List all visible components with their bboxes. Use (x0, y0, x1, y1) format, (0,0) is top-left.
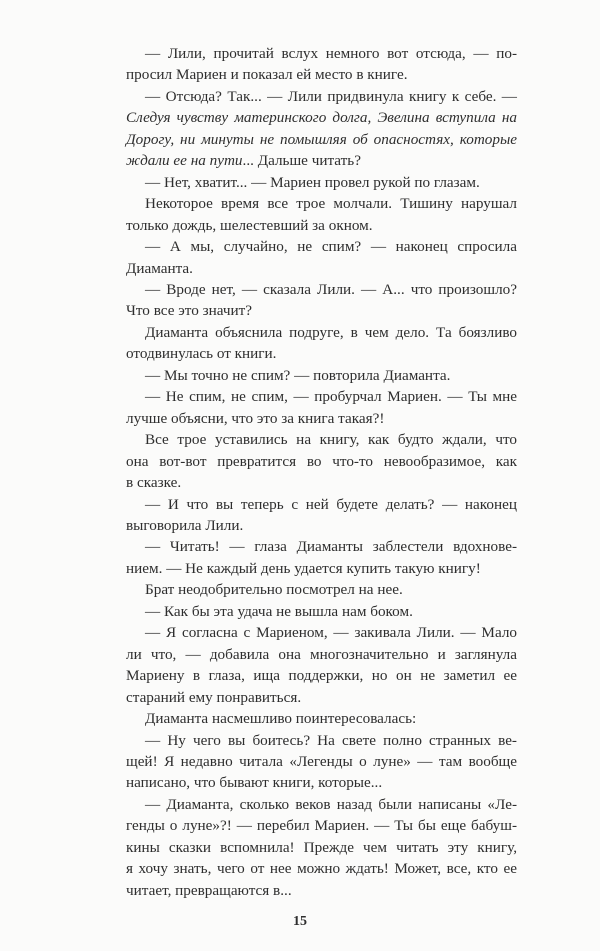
text-line: — Ну чего вы боитесь? На свете полно странных ве- (145, 731, 517, 749)
text-line: Что все это значит? (126, 302, 252, 320)
paragraph (126, 365, 517, 386)
page-number: 15 (293, 914, 307, 930)
text-line: — Как бы эта удача не вышла нам боком. (145, 602, 413, 620)
text-line: — Не спим, не спим, — пробурчал Мариен. — Ты мне (145, 388, 517, 406)
text-line (126, 150, 517, 171)
paragraph (126, 43, 517, 86)
text-line: — А мы, случайно, не спим? — наконец спросила (145, 238, 517, 256)
text-line: щей! Я недавно читала «Легенды о луне» — там вообще (126, 752, 517, 770)
text-line: написано, что бывают книги, которые... (126, 774, 383, 792)
paragraph (126, 494, 517, 537)
page-body (126, 0, 517, 951)
paragraph (126, 86, 517, 172)
paragraph (126, 579, 517, 600)
text-line: ли что, — добавила она многозначительно и заглянула (126, 645, 517, 663)
text-line: я хочу знать, чего от нее можно ждать! Может, все, кто ее (126, 860, 517, 878)
text-line: просил Мариен и показал ей место в книге. (126, 66, 408, 84)
text-line: — Отсюда? Так... — Лили придвинула книгу к себе. — (145, 87, 517, 105)
paragraph (126, 730, 517, 794)
text-segment: ... Дальше читать? (242, 152, 361, 170)
text-line: — Нет, хватит... — Мариен провел рукой по глазам. (145, 173, 480, 191)
text-line: читает, превращаются в... (126, 881, 292, 899)
paragraph (126, 322, 517, 365)
italic-quote-text: Следуя чувству материнского долга, Эвелина вступила на (126, 109, 517, 127)
paragraph (126, 429, 517, 493)
text-line: в сказке. (126, 474, 182, 492)
text-line: — Вроде нет, — сказала Лили. — А... что произошло? (145, 280, 517, 298)
text-line: — Мы точно не спим? — повторила Диаманта. (145, 366, 451, 384)
text-line: лучше объясни, что это за книга такая?! (126, 409, 385, 427)
paragraph (126, 708, 517, 729)
paragraph (126, 622, 517, 708)
text-line: стараний ему понравиться. (126, 688, 302, 706)
book-page-text (126, 43, 517, 901)
text-line: Некоторое время все трое молчали. Тишину нарушал (145, 195, 517, 213)
text-line: — Диаманта, сколько веков назад были написаны «Ле- (145, 795, 517, 813)
text-line: Мариену в глаза, ища поддержки, но он не заметил ее (126, 667, 517, 685)
text-line (126, 107, 517, 128)
paragraph (126, 279, 517, 322)
text-line: выговорила Лили. (126, 516, 244, 534)
paragraph (126, 236, 517, 279)
text-line: — И что вы теперь с ней будете делать? — наконец (145, 495, 517, 513)
text-line: отодвинулась от книги. (126, 345, 277, 363)
text-line: Диаманта объяснила подруге, в чем дело. Та боязливо (145, 323, 517, 341)
text-line: Все трое уставились на книгу, как будто ждали, что (145, 431, 517, 449)
italic-quote-text: Дорогу, ни минуты не помышляя об опасностях, которые (126, 130, 517, 148)
paragraph (126, 536, 517, 579)
text-line: — Читать! — глаза Диаманты заблестели вдохнове- (145, 538, 517, 556)
paragraph (126, 193, 517, 236)
text-line: Брат неодобрительно посмотрел на нее. (145, 581, 403, 599)
text-line: она вот-вот превратится во что-то невообразимое, как (126, 452, 517, 470)
paragraph (126, 601, 517, 622)
italic-quote-text: ждали ее на пути (126, 152, 243, 170)
paragraph (126, 794, 517, 901)
text-line: — Я согласна с Мариеном, — закивала Лили. — Мало (145, 624, 517, 642)
text-line: Диаманта. (126, 259, 193, 277)
text-line: только дождь, шелестевший за окном. (126, 216, 373, 234)
paragraph (126, 172, 517, 193)
text-line: — Лили, прочитай вслух немного вот отсюда, — по- (145, 45, 517, 62)
text-line: генды о луне»?! — перебил Мариен. — Ты бы еще бабуш- (126, 817, 517, 835)
text-line (126, 129, 517, 150)
text-line: Диаманта насмешливо поинтересовалась: (145, 710, 417, 728)
paragraph (126, 386, 517, 429)
text-line: кины сказки вспомнила! Прежде чем читать эту книгу, (126, 838, 517, 856)
text-line: нием. — Не каждый день удается купить такую книгу! (126, 559, 481, 577)
